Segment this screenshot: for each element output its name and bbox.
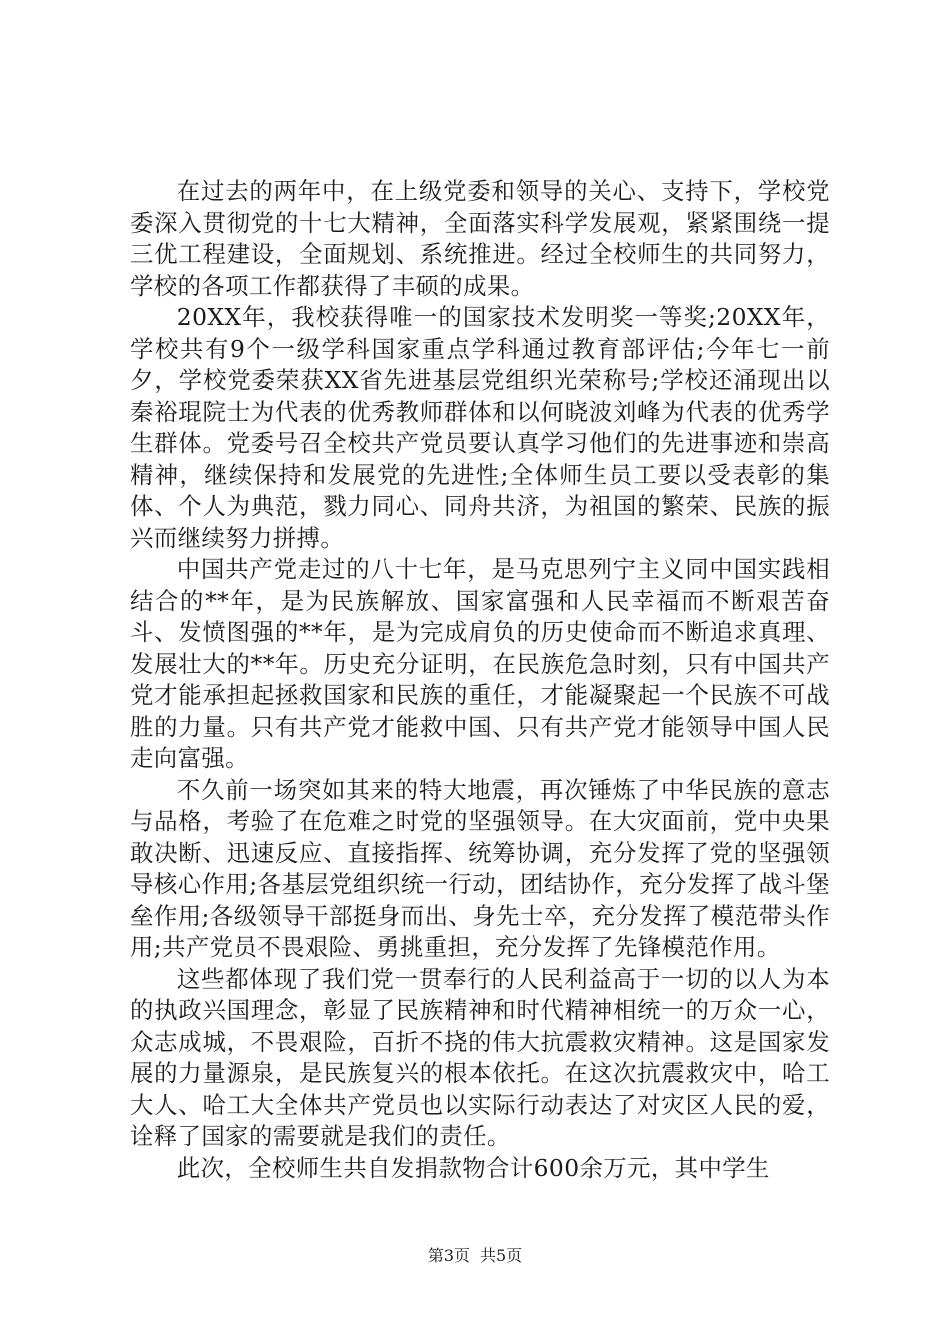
paragraph-1: 在过去的两年中，在上级党委和领导的关心、支持下，学校党委深入贯彻党的十七大精神，全面落实科学发展观，紧紧围绕一提三优工程建设，全面规划、系统推进。经过全校师生的共同努力，学校的各项工作都获得了丰硕的成果。 [130,177,830,300]
page-number: 第3页 [427,1246,470,1265]
paragraph-2: 20XX年，我校获得唯一的国家技术发明奖一等奖;20XX年，学校共有9个一级学科国家重点学科通过教育部评估;今年七一前夕，学校党委荣获XX省先进基层党组织光荣称号;学校还涌现出以秦裕琨院士为代表的优秀教师群体和以何晓波刘峰为代表的优秀学生群体。党委号召全校共产党员要认真学习他们的先进事迹和崇高精神，继续保持和发展党的先进性;全体师生员工要以受表彰的集体、个人为典范，戮力同心、同舟共济，为祖国的繁荣、民族的振兴而继续努力拼搏。 [130,303,830,552]
document-body [130,176,830,1184]
paragraph-3: 中国共产党走过的八十七年，是马克思列宁主义同中国实践相结合的**年，是为民族解放、国家富强和人民幸福而不断艰苦奋斗、发愤图强的**年，是为完成肩负的历史使命而不断追求真理、发展壮大的**年。历史充分证明，在民族危急时刻，只有中国共产党才能承担起拯救国家和民族的重任，才能凝聚起一个民族不可战胜的力量。只有共产党才能救中国、只有共产党才能领导中国人民走向富强。 [130,555,830,772]
page-footer [0,1245,950,1267]
paragraph-6: 此次，全校师生共自发捐款物合计600余万元，其中学生 [176,1153,770,1182]
paragraph-5: 这些都体现了我们党一贯奉行的人民利益高于一切的以人为本的执政兴国理念，彰显了民族精神和时代精神相统一的万众一心，众志成城，不畏艰险，百折不挠的伟大抗震救灾精神。这是国家发展的力量源泉，是民族复兴的根本依托。在这次抗震救灾中，哈工大人、哈工大全体共产党员也以实际行动表达了对灾区人民的爱，诠释了国家的需要就是我们的责任。 [130,964,830,1150]
paragraph-4: 不久前一场突如其来的特大地震，再次锤炼了中华民族的意志与品格，考验了在危难之时党的坚强领导。在大灾面前，党中央果敢决断、迅速反应、直接指挥、统筹协调，充分发挥了党的坚强领导核心作用;各基层党组织统一行动，团结协作，充分发挥了战斗堡垒作用;各级领导干部挺身而出、身先士卒，充分发挥了模范带头作用;共产党员不畏艰险、勇挑重担，充分发挥了先锋模范作用。 [130,775,830,961]
page-total: 共5页 [480,1246,523,1265]
